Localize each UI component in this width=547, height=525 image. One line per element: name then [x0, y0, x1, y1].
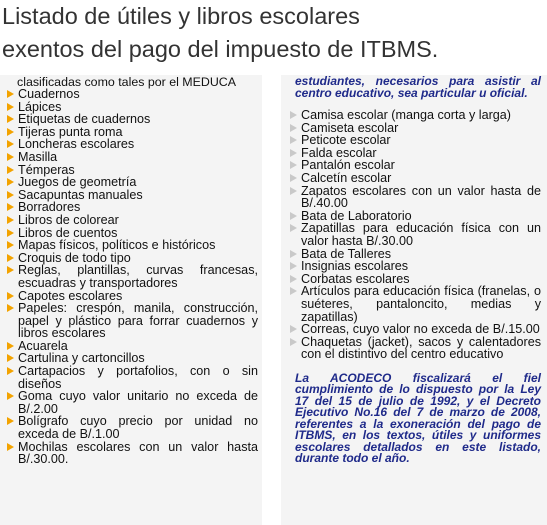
list-item-text: Peticote escolar: [301, 133, 391, 148]
bullet-arrow-icon: [7, 229, 14, 237]
bullet-arrow-icon: [7, 392, 14, 400]
list-item: [289, 336, 541, 361]
bullet-arrow-icon: [7, 354, 14, 362]
list-item-text: Etiquetas de cuadernos: [18, 112, 151, 127]
list-item-text: Camiseta escolar: [301, 120, 399, 135]
list-item: [6, 390, 258, 415]
list-item-text: Juegos de geometría: [18, 175, 137, 190]
list-item-text: Bata de Talleres: [301, 246, 392, 261]
list-item-text: Libros de cuentos: [18, 225, 118, 240]
bullet-arrow-icon: [7, 241, 14, 249]
bullet-arrow-icon: [290, 275, 297, 283]
list-item-text: Témperas: [18, 162, 75, 177]
bullet-arrow-icon: [7, 128, 14, 136]
list-item: [6, 264, 258, 289]
bullet-arrow-icon: [7, 140, 14, 148]
bullet-arrow-icon: [7, 254, 14, 262]
bullet-arrow-icon: [290, 149, 297, 157]
list-item-text: Corbatas escolares: [301, 271, 410, 286]
list-item-text: Acuarela: [18, 338, 68, 353]
bullet-arrow-icon: [290, 325, 297, 333]
bullet-arrow-icon: [7, 203, 14, 211]
bullet-arrow-icon: [7, 417, 14, 425]
bullet-arrow-icon: [7, 178, 14, 186]
list-item: [289, 285, 541, 323]
bullet-arrow-icon: [290, 187, 297, 195]
right-list-panel: [281, 75, 547, 525]
bullet-arrow-icon: [290, 136, 297, 144]
bullet-arrow-icon: [290, 250, 297, 258]
bullet-arrow-icon: [7, 292, 14, 300]
bullet-arrow-icon: [7, 216, 14, 224]
list-item-text: Cartapacios y portafolios, con o sin diseños: [18, 364, 258, 391]
list-item-text: Falda escolar: [301, 145, 377, 160]
list-item-text: Mochilas escolares con un valor hasta B/.30.00.: [18, 439, 258, 467]
list-item-text: Bolígrafo cuyo precio por unidad no exceda de B/.1.00: [18, 414, 258, 442]
bullet-arrow-icon: [290, 161, 297, 169]
list-item-text: Bata de Laboratorio: [301, 208, 412, 223]
list-item-text: Artículos para educación física (franelas, o suéteres, pantaloncito, medias y zapatillas): [301, 284, 541, 324]
list-item-text: Papeles: crespón, manila, construcción, papel y plástico para forrar cuadernos y libros escolares: [18, 301, 258, 341]
acodeco-notice: La ACODECO fiscalizará el fiel cumplimiento de lo dispuesto por la Ley 17 del 15 de julio de 1992, y el Decreto Ejecutivo No.16 del 7 de marzo de 2008, referentes a la exoneración del pago de ITBMS, en los textos, útiles y uniformes escolares detallados en este listado, durante todo el año.: [295, 370, 541, 466]
list-item: [6, 302, 258, 340]
list-item-text: Correas, cuyo valor no exceda de B/.15.00: [301, 322, 540, 337]
list-item-text: Cuadernos: [18, 87, 80, 101]
bullet-arrow-icon: [290, 338, 297, 346]
list-item-text: Mapas físicos, políticos e históricos: [18, 238, 216, 253]
bullet-arrow-icon: [7, 103, 14, 111]
left-list-panel: [0, 75, 262, 525]
bullet-arrow-icon: [7, 367, 14, 375]
left-intro-text: clasificadas como tales por el MEDUCA: [17, 75, 236, 89]
bullet-arrow-icon: [7, 266, 14, 274]
bullet-arrow-icon: [7, 115, 14, 123]
list-item-text: Calcetín escolar: [301, 170, 392, 185]
list-item-text: Pantalón escolar: [301, 158, 395, 173]
list-item-text: Insignias escolares: [301, 259, 409, 274]
list-item-text: Borradores: [18, 200, 81, 215]
bullet-arrow-icon: [290, 224, 297, 232]
list-item-text: Croquis de todo tipo: [18, 250, 131, 265]
list-item: [6, 441, 258, 466]
list-item-text: Capotes escolares: [18, 288, 123, 303]
list-item-text: Loncheras escolares: [18, 137, 135, 152]
bullet-arrow-icon: [290, 262, 297, 270]
page-title: [2, 0, 547, 66]
list-item-text: Zapatillas para educación física con un valor hasta B/.30.00: [301, 221, 541, 248]
bullet-arrow-icon: [290, 212, 297, 220]
list-item-text: Chaquetas (jacket), sacos y calentadores con el distintivo del centro educativo: [301, 334, 541, 362]
title-line-2: exentos del pago del impuesto de ITBMS.: [2, 36, 439, 62]
bullet-arrow-icon: [7, 90, 14, 98]
left-item-list: [0, 88, 262, 466]
list-item: [6, 415, 258, 440]
bullet-arrow-icon: [290, 287, 297, 295]
list-item: [6, 365, 258, 390]
right-intro-text: estudiantes, necesarios para asistir al centro educativo, sea particular u oficial.: [295, 75, 541, 100]
list-item-text: Tijeras punta roma: [18, 124, 123, 139]
list-item: [289, 222, 541, 247]
list-item-text: Goma cuyo valor unitario no exceda de B/.2.00: [18, 389, 258, 416]
bullet-arrow-icon: [290, 174, 297, 182]
right-item-list: [281, 109, 547, 361]
list-item-text: Sacapuntas manuales: [18, 187, 143, 202]
bullet-arrow-icon: [7, 191, 14, 199]
list-item-text: Libros de colorear: [18, 212, 119, 227]
bullet-arrow-icon: [290, 111, 297, 119]
list-item-text: Masilla: [18, 149, 58, 164]
bullet-arrow-icon: [7, 342, 14, 350]
list-item-text: Camisa escolar (manga corta y larga): [301, 108, 511, 122]
bullet-arrow-icon: [290, 124, 297, 132]
bullet-arrow-icon: [7, 443, 14, 451]
list-item-text: Lápices: [18, 99, 62, 114]
bullet-arrow-icon: [7, 304, 14, 312]
list-item-text: Zapatos escolares con un valor hasta de B/.40.00: [301, 183, 541, 211]
title-line-1: Listado de útiles y libros escolares: [2, 3, 360, 29]
bullet-arrow-icon: [7, 166, 14, 174]
list-item-text: Reglas, plantillas, curvas francesas, escuadras y transportadores: [18, 263, 258, 290]
list-item-text: Cartulina y cartoncillos: [18, 351, 145, 366]
list-item: [289, 185, 541, 210]
bullet-arrow-icon: [7, 153, 14, 161]
